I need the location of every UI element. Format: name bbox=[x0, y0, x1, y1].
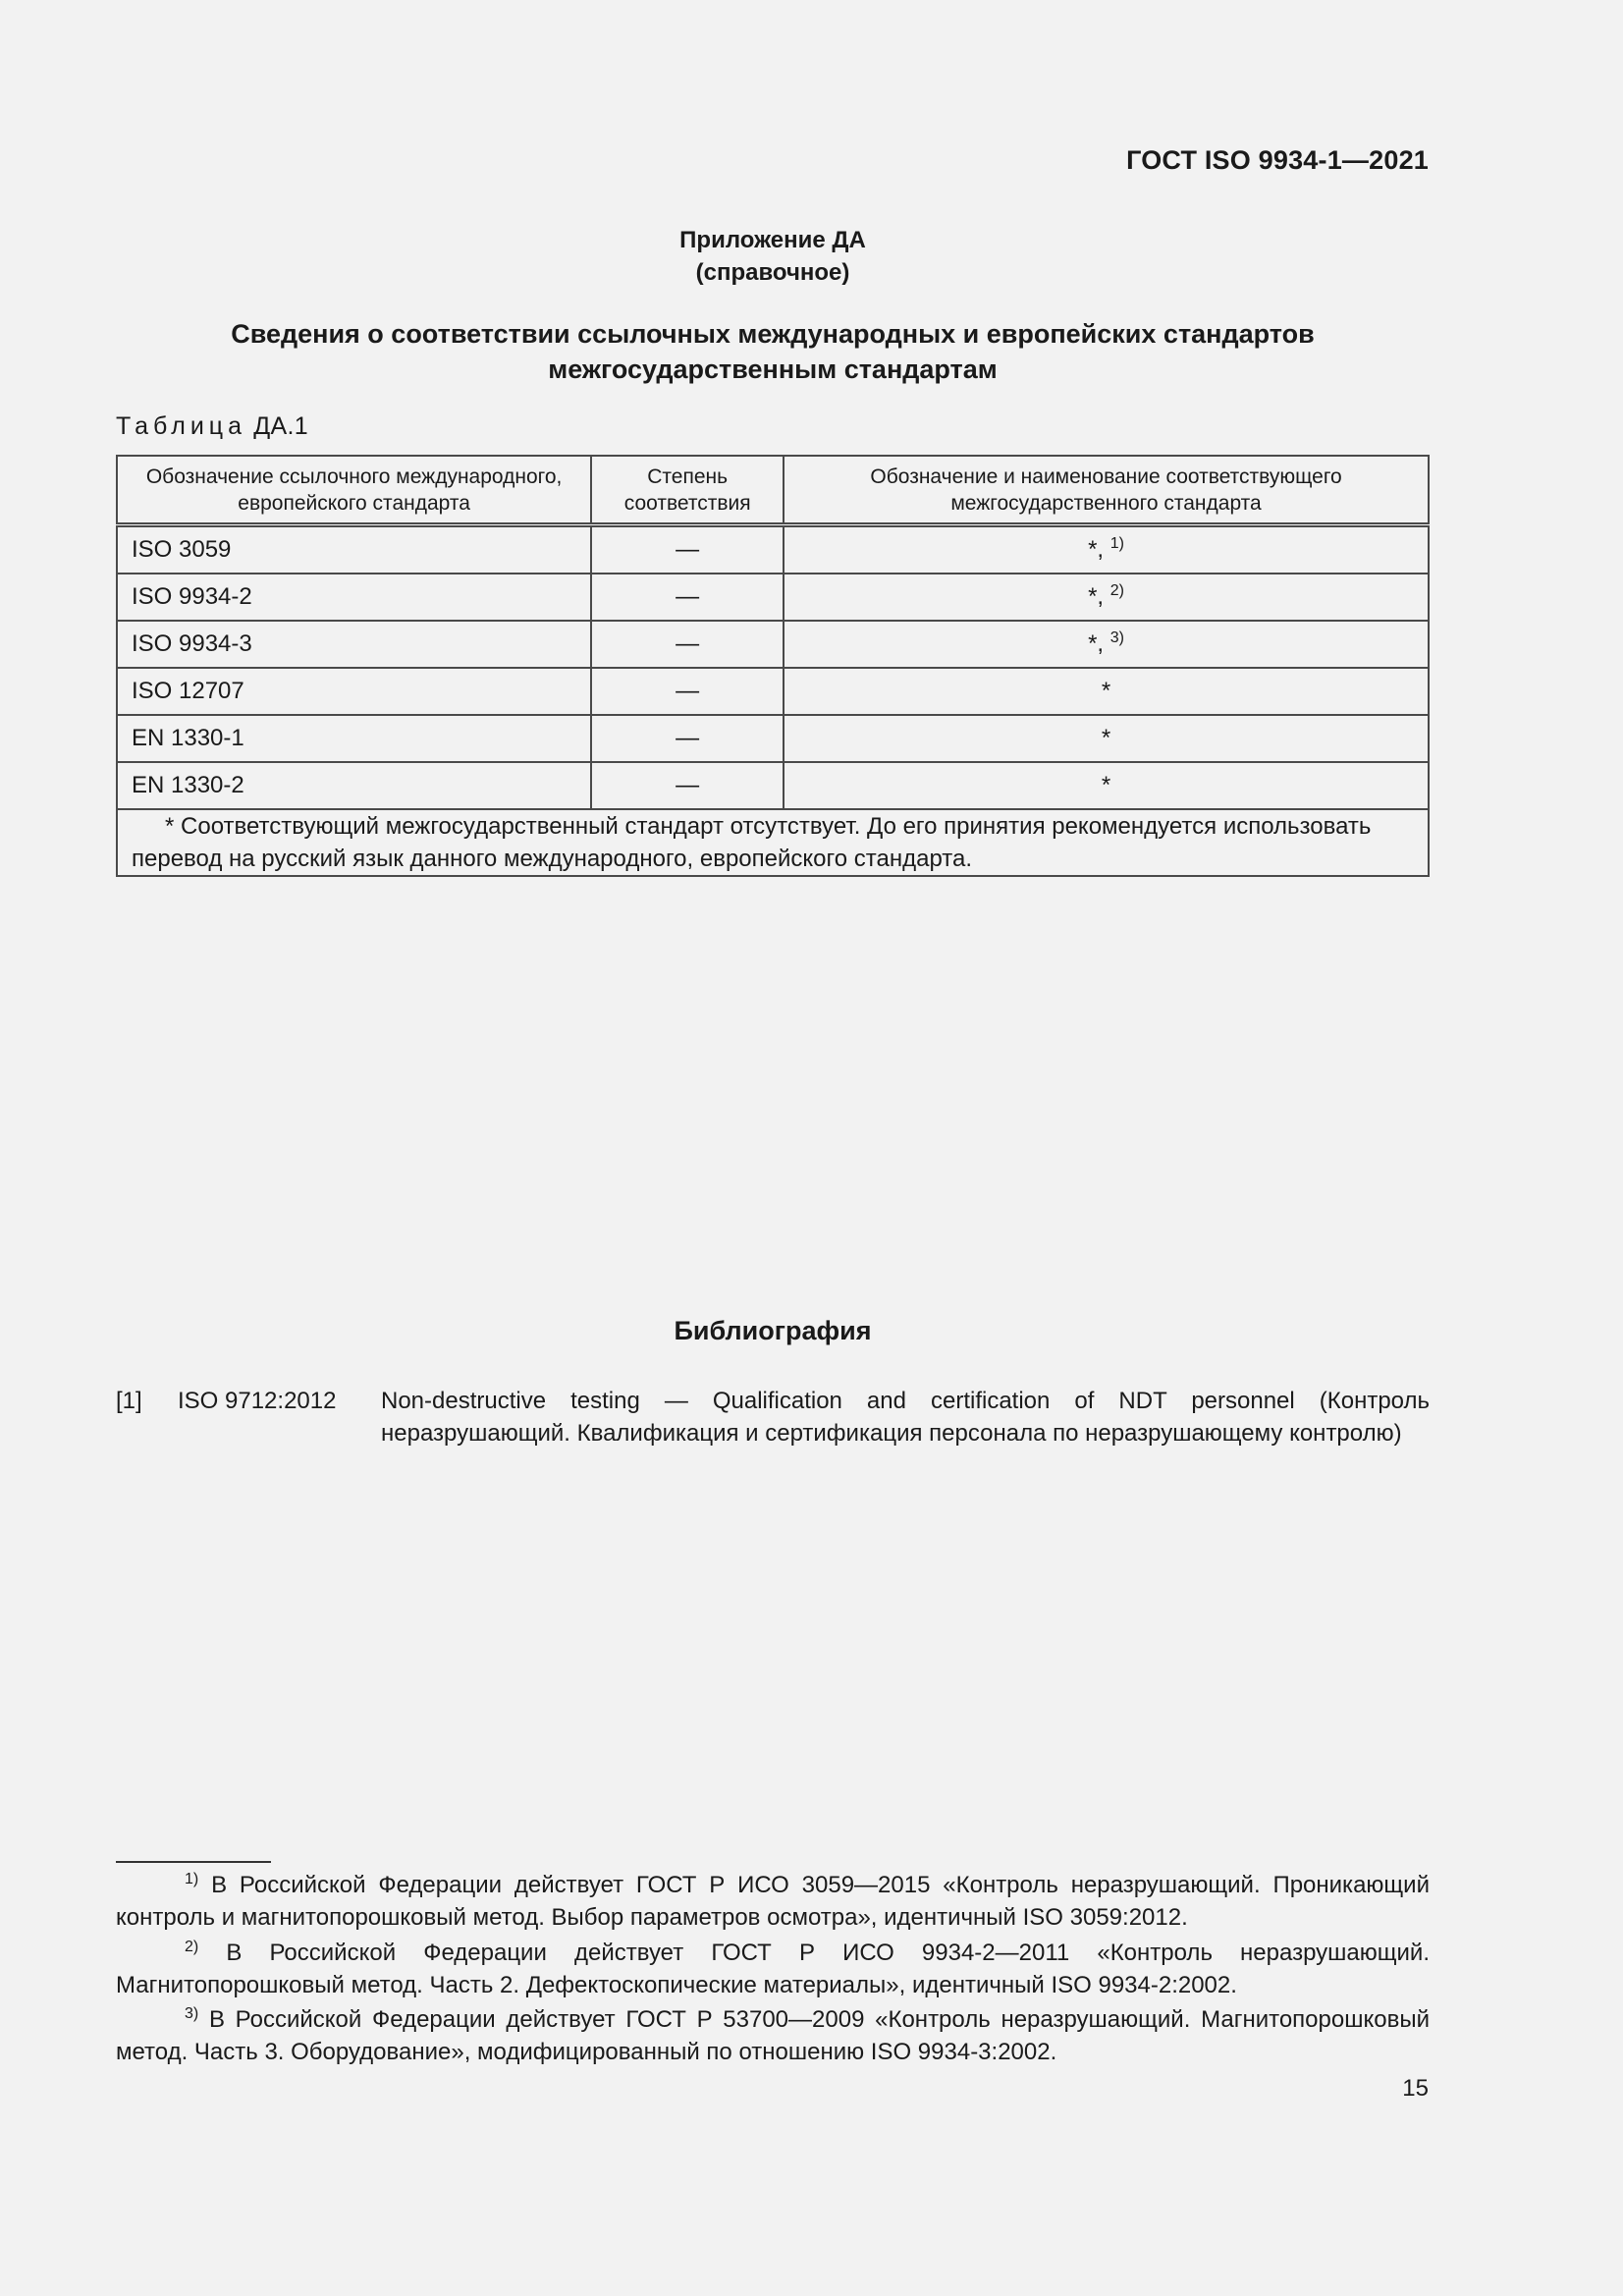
header-national-line2: межгосударственного стандарта bbox=[950, 491, 1262, 515]
cell-national-standard bbox=[784, 762, 1429, 809]
footnote-ref: 3) bbox=[1109, 629, 1125, 646]
table-note bbox=[117, 809, 1429, 876]
header-designation-line1: Обозначение ссылочного международного, bbox=[145, 465, 563, 488]
cell-degree: — bbox=[591, 668, 784, 715]
cell-degree: — bbox=[591, 525, 784, 574]
footnote-mark: 1) bbox=[185, 1871, 199, 1887]
cell-national-standard bbox=[784, 621, 1429, 668]
cell-national-standard bbox=[784, 574, 1429, 621]
header-national-standard bbox=[784, 456, 1429, 525]
cell-designation: ISO 9934-2 bbox=[117, 574, 591, 621]
table-caption-word: Таблица bbox=[116, 412, 247, 440]
header-designation bbox=[117, 456, 591, 525]
cell-degree: — bbox=[591, 621, 784, 668]
table-row bbox=[117, 525, 1429, 574]
table-row bbox=[117, 668, 1429, 715]
header-national-line1: Обозначение и наименование соответствующего bbox=[870, 465, 1342, 488]
cell-mark: *, bbox=[1088, 630, 1105, 657]
footnote-2 bbox=[116, 1937, 1430, 2001]
cell-degree: — bbox=[591, 762, 784, 809]
table-row bbox=[117, 715, 1429, 762]
cell-mark: * bbox=[1101, 678, 1111, 704]
table-note-line1: * Соответствующий межгосударственный стандарт отсутствует. До его принятия рекомендуется использовать bbox=[165, 813, 1372, 840]
table-note-row bbox=[117, 809, 1429, 876]
cell-designation: EN 1330-1 bbox=[117, 715, 591, 762]
header-degree-line1: Степень bbox=[647, 465, 729, 488]
footnote-mark: 3) bbox=[185, 2005, 199, 2022]
footnote-text: В Российской Федерации действует ГОСТ Р ИСО 3059—2015 «Контроль неразрушающий. Проникающий контроль и магнитопорошковый метод. Выбор параметров осмотра», идентичный ISO 3059:2012. bbox=[116, 1872, 1430, 1931]
cell-mark: *, bbox=[1088, 583, 1105, 610]
cell-national-standard bbox=[784, 525, 1429, 574]
bibliography-title: Библиография bbox=[674, 1316, 872, 1345]
cell-designation: EN 1330-2 bbox=[117, 762, 591, 809]
footnote-mark: 2) bbox=[185, 1939, 199, 1955]
header-designation-line2: европейского стандарта bbox=[238, 491, 470, 515]
cell-designation: ISO 12707 bbox=[117, 668, 591, 715]
bibliography-number: [1] bbox=[116, 1388, 142, 1414]
bibliography-code: ISO 9712:2012 bbox=[178, 1388, 337, 1414]
annex-title bbox=[116, 316, 1430, 387]
table-row bbox=[117, 574, 1429, 621]
footnote-1 bbox=[116, 1869, 1430, 1934]
annex-title-line1: Сведения о соответствии ссылочных международных и европейских стандартов bbox=[231, 319, 1315, 349]
cell-degree: — bbox=[591, 715, 784, 762]
table-caption-number: ДА.1 bbox=[253, 412, 308, 440]
cell-national-standard bbox=[784, 668, 1429, 715]
cell-national-standard bbox=[784, 715, 1429, 762]
cell-mark: * bbox=[1101, 725, 1111, 751]
cell-degree: — bbox=[591, 574, 784, 621]
cell-designation: ISO 3059 bbox=[117, 525, 591, 574]
bibliography-text: Non-destructive testing — Qualification and certification of NDT personnel (Контроль неразрушающий. Квалификация и сертификация персонала по неразрушающему контролю) bbox=[381, 1388, 1430, 1447]
cell-mark: *, bbox=[1088, 536, 1105, 563]
table-note-line2: перевод на русский язык данного международного, европейского стандарта. bbox=[132, 846, 972, 872]
document-code: ГОСТ ISO 9934-1—2021 bbox=[1126, 145, 1429, 175]
correspondence-table bbox=[116, 455, 1430, 877]
annex-heading bbox=[116, 224, 1430, 289]
annex-label: Приложение ДА bbox=[679, 227, 866, 253]
annex-title-line2: межгосударственным стандартам bbox=[548, 355, 998, 384]
table-row bbox=[117, 621, 1429, 668]
footnote-ref: 2) bbox=[1109, 582, 1125, 599]
header-degree bbox=[591, 456, 784, 525]
footnote-text: В Российской Федерации действует ГОСТ Р 53700—2009 «Контроль неразрушающий. Магнитопорошковый метод. Часть 3. Оборудование», модифицированный по отношению ISO 9934-3:2002. bbox=[116, 2006, 1431, 2065]
table-row bbox=[117, 762, 1429, 809]
footnote-divider bbox=[116, 1861, 271, 1863]
page-number: 15 bbox=[1402, 2075, 1429, 2102]
table-caption bbox=[116, 412, 308, 441]
footnote-ref: 1) bbox=[1109, 535, 1125, 552]
header-degree-line2: соответствия bbox=[623, 491, 751, 515]
table-header-row bbox=[117, 456, 1429, 525]
footnote-text: В Российской Федерации действует ГОСТ Р ИСО 9934-2—2011 «Контроль неразрушающий. Магнитопорошковый метод. Часть 2. Дефектоскопические материалы», идентичный ISO 9934-2:2002. bbox=[116, 1940, 1430, 1998]
footnote-3 bbox=[116, 2003, 1430, 2068]
annex-type: (справочное) bbox=[695, 259, 850, 286]
cell-designation: ISO 9934-3 bbox=[117, 621, 591, 668]
cell-mark: * bbox=[1101, 772, 1111, 798]
